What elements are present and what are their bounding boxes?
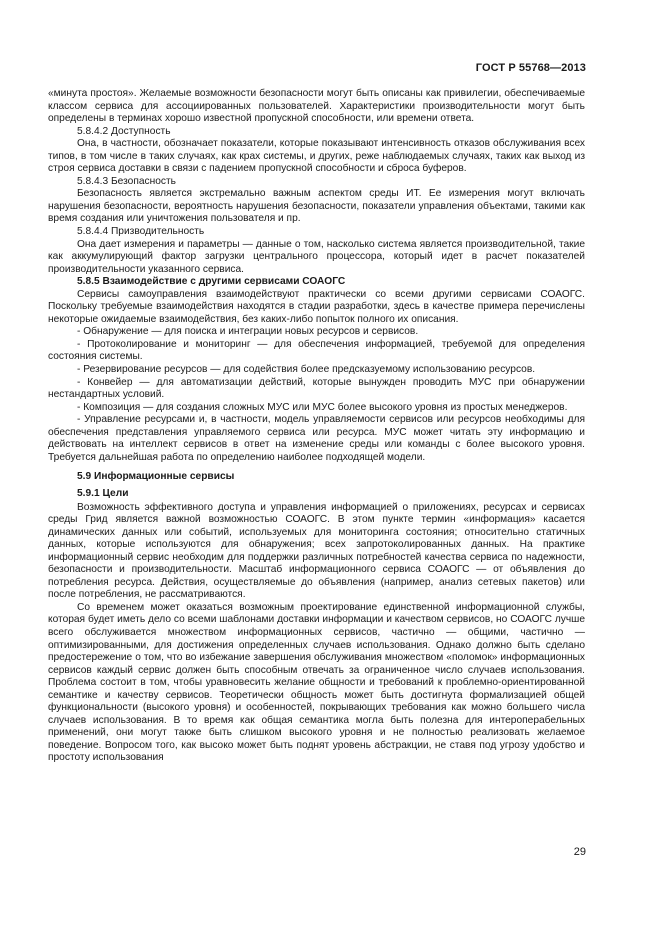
list-item: - Обнаружение — для поиска и интеграции новых ресурсов и сервисов. [77, 326, 419, 338]
list-item: - Композиция — для создания сложных МУС или МУС более высокого уровня из простых менеджеров. [77, 401, 568, 413]
list-item: - Протоколирование и мониторинг — для обеспечения информацией, требуемой для определения состояния системы. [48, 338, 585, 363]
paragraph: Она дает измерения и параметры — данные о том, насколько система является производительной, такие как аккумулирующий фактор загрузки центрального процессора, который идет в расчет показателей производительности указанного сервиса. [48, 238, 585, 275]
paragraph: Возможность эффективного доступа и управления информацией о приложениях, ресурсах и сервисах среды Грид является важной возможностью СОАОГС. В этом пункте термин «информация» касается динамических данных или событий, используемых для мониторинга состояния; относительно статичных данных, которые используются для обнаружения; всех запротоколированных данных. На практике информационный сервис необходим для поддержки различных потребностей качества сервиса по надежности, безопасности и производительности. Масштаб информационного сервиса СОАОГС — от объявления до потребления ресурса. Действия, осуществляемые до объявления (например, анализ сетевых пакетов) или после потребления, не рассматриваются. [48, 501, 585, 601]
list-item: - Резервирование ресурсов — для содействия более предсказуемому использованию ресурсов. [77, 364, 536, 376]
paragraph: Со временем может оказаться возможным проектирование единственной информационной службы, которая будет иметь дело со всеми шаблонами доставки информации и качеством сервисов, но СОАОГС лучше всего обслуживается множеством информационных сервисов, частично — общими, частично — оптимизированными, для достижения определенных случаев использования. Однако должно быть сделано предостережение о том, что во избежание завершения обслуживания множеством «поломок» информационных сервисов каждый сервис должен быть способным отвечать за ограниченное число случаев использования. Проблема состоит в том, чтобы уравновесить желание общности и требований к проблемно-ориентированной семантике и качеству сервисов. Теоретически общность может быть достигнута формализацией общей функциональности (высокого уровня) и особенностей, покрывающих требования как можно большего числа случаев использования. В то время как общая семантика могла быть полезна для интероперабельных применений, они могут также быть слишком высокого уровня и не полностью реализовать желаемое поведение. Вопросом того, как высоко может быть поднят уровень абстракции, не ставя под угрозу удобство и простоту использования [48, 601, 585, 764]
page-number: 29 [573, 846, 586, 858]
clause-heading: 5.8.5 Взаимодействие с другими сервисами СОАОГС [77, 276, 346, 288]
paragraph-continuation: «минута простоя». Желаемые возможности безопасности могут быть описаны как привилегии, обеспечиваемые классом сервиса для ассоциированных пользователей. Характеристики производительности могут быть определены в терминах хорошо известной пропускной способности, или времени ответа. [48, 88, 585, 125]
list-item: - Конвейер — для автоматизации действий, которые вынужден проводить МУС при обнаружении нестандартных условий. [48, 376, 585, 401]
subsection-heading: 5.9.1 Цели [77, 487, 129, 499]
list-item: - Управление ресурсами и, в частности, модель управляемости сервисов или ресурсов необходимы для обеспечения представления управляемого сервиса или ресурса. МУС может читать эту информацию и действовать на интеллект сервисов в ответ на изменение среды или команды с более высокого уровня. Требуется дальнейшая работа по определению наиболее подходящей модели. [48, 414, 585, 463]
paragraph: Безопасность является экстремально важным аспектом среды ИТ. Ее измерения могут включать нарушения безопасности, вероятность нарушения безопасности, показатели управления объектами, такими как время создания или уничтожения пользователя и пр. [48, 188, 585, 225]
document-body [48, 88, 585, 765]
standard-code-header: ГОСТ Р 55768—2013 [475, 62, 586, 74]
subclause-heading: 5.8.4.3 Безопасность [77, 175, 176, 187]
paragraph: Она, в частности, обозначает показатели, которые показывают интенсивность отказов обслуживания всех типов, в том числе в таких случаях, как крах системы, и других, реже наблюдаемых случаях, таких как выход из строя сервиса доставки в связи с падением пропускной способности и сброса буферов. [48, 138, 585, 175]
subclause-heading: 5.8.4.2 Доступность [77, 125, 171, 137]
paragraph: Сервисы самоуправления взаимодействуют практически со всеми другими сервисами СОАОГС. Поскольку требуемые взаимодействия находятся в стадии разработки, здесь в качестве примера перечислены некоторые ожидаемые взаимодействия, без каких-либо попыток полного их описания. [48, 288, 585, 325]
subclause-heading: 5.8.4.4 Призводительность [77, 226, 205, 238]
section-heading: 5.9 Информационные сервисы [77, 471, 235, 483]
